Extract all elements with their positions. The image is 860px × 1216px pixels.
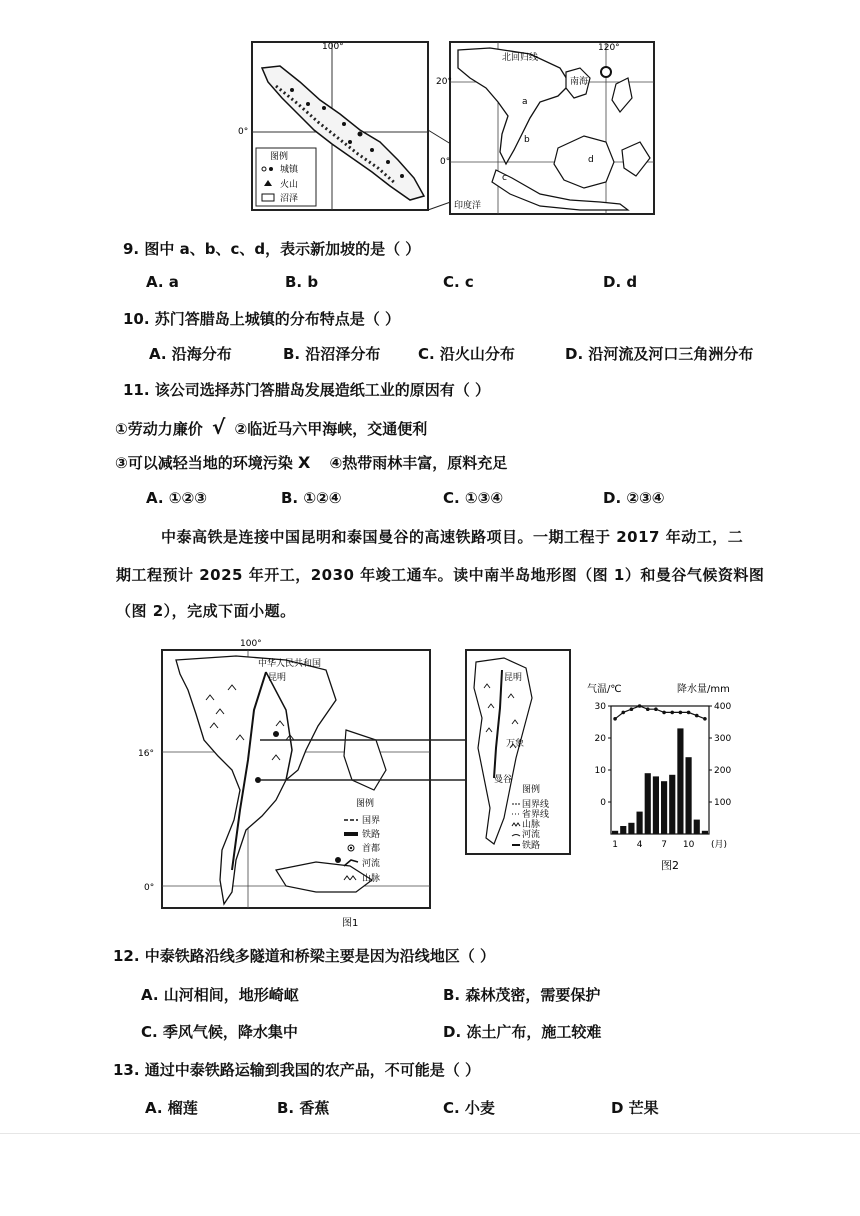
lat20-label: 20° [436,77,452,87]
x-tick-label: 10 [682,840,695,850]
fig1-legend-border: 国界 [362,816,381,826]
fig1-legend-title: 图例 [356,799,375,809]
cross-mark-icon: X [297,453,311,472]
q10-option-d[interactable]: D. 沿河流及河口三角洲分布 [565,345,754,363]
precip-bar [661,781,667,834]
fig1-legend-river: 河流 [362,859,381,869]
inset-legend-province: 省界线 [522,810,550,820]
precip-bar [686,757,692,834]
q12-option-a[interactable]: A. 山河相间，地形崎岖 [141,986,299,1004]
q13-option-b[interactable]: B. 香蕉 [277,1099,330,1117]
temperature-point [613,717,617,721]
temperature-point [687,711,691,715]
page-divider [0,1133,860,1134]
check-mark-icon: √ [211,415,226,439]
q12-stem: 12. 中泰铁路沿线多隧道和桥梁主要是因为沿线地区（ ） [113,947,496,965]
chart-ylabel-right: 降水量/mm [677,684,730,695]
right-tick-label: 100 [714,798,732,808]
temperature-line [615,706,705,719]
temperature-point [630,707,634,711]
label-a: a [522,97,528,107]
left-tick-label: 30 [594,702,606,712]
temperature-point [646,707,650,711]
precip-bar [702,831,708,834]
chart-plot-frame [611,706,709,834]
capital-icon [335,857,341,863]
fig1-lon-label: 100° [240,639,262,649]
legend-swamp-label: 沼泽 [280,194,299,204]
q13-option-d[interactable]: D 芒果 [611,1099,659,1117]
right-tick-label: 300 [714,734,732,744]
q10-option-c[interactable]: C. 沿火山分布 [418,345,515,363]
q11-statements-row2 [115,452,507,473]
q11-option-a[interactable]: A. ①②③ [146,489,207,507]
precip-bar [612,831,618,834]
lat0-label: 0° [440,157,451,167]
temperature-point [621,711,625,715]
left-tick-label: 10 [594,766,606,776]
q9-option-d[interactable]: D. d [603,273,638,291]
precip-bar [694,820,700,834]
precip-bar [653,776,659,834]
fig1-legend-railway: 铁路 [362,830,381,840]
precip-bar [645,773,651,834]
chart-ylabel-left: 气温/℃ [587,684,622,695]
intro-line-1: 中泰高铁是连接中国昆明和泰国曼谷的高速铁路项目。一期工程于 2017 年动工，二 [161,528,744,546]
q11-option-b[interactable]: B. ①②④ [281,489,342,507]
q10-stem: 10. 苏门答腊岛上城镇的分布特点是（ ） [123,310,401,328]
fig1-country-label: 中华人民共和国 [258,659,322,669]
q9-option-b[interactable]: B. b [285,273,319,291]
precip-bar [637,812,643,834]
q11-statements-row1 [115,415,427,439]
inset-legend-railway: 铁路 [522,841,541,851]
q10-option-b[interactable]: B. 沿沼泽分布 [283,345,381,363]
lat-label: 0° [238,127,249,137]
q11-stem: 11. 该公司选择苏门答腊岛发展造纸工业的原因有（ ） [123,381,491,399]
fig1-lat16-label: 16° [138,749,154,759]
q9-stem: 9. 图中 a、b、c、d，表示新加坡的是（ ） [123,240,421,258]
inset-legend-border: 国界线 [522,800,550,810]
fig1-caption: 图1 [342,918,359,929]
lon-label-120: 120° [598,43,620,53]
legend-town-label: 城镇 [280,165,299,175]
q12-option-c[interactable]: C. 季风气候，降水集中 [141,1023,298,1041]
chart-caption: 图2 [661,859,679,872]
right-tick-label: 200 [714,766,732,776]
q9-option-c[interactable]: C. c [443,273,474,291]
label-b: b [524,135,530,145]
q11-item-1: ①劳动力廉价 [115,420,203,438]
sea-label: 南海 [570,77,589,87]
intro-line-2: 期工程预计 2025 年开工，2030 年竣工通车。读中南半岛地形图（图 1）和曼谷气候资料图 [116,566,765,584]
left-tick-label: 20 [594,734,606,744]
q11-option-d[interactable]: D. ②③④ [603,489,665,507]
climate-chart [585,682,745,876]
fig1-kunming-label: 昆明 [268,673,287,683]
q11-item-3: ③可以减轻当地的环境污染 [115,454,293,472]
q13-stem: 13. 通过中泰铁路运输到我国的农产品，不可能是（ ） [113,1061,481,1079]
precip-bar [628,823,634,834]
fig1-legend-mountain: 山脉 [362,874,381,884]
legend-volcano-label: 火山 [280,180,299,190]
q11-option-c[interactable]: C. ①③④ [443,489,504,507]
temperature-point [679,711,683,715]
q13-option-c[interactable]: C. 小麦 [443,1099,495,1117]
temperature-point [654,707,658,711]
q12-option-b[interactable]: B. 森林茂密，需要保护 [443,986,601,1004]
q12-option-d[interactable]: D. 冻土广布，施工较难 [443,1023,602,1041]
inset-vientiane-label: 万象 [506,739,525,749]
inset-legend-river: 河流 [522,830,541,840]
lon-label: 100° [322,42,344,52]
precip-bar [669,775,675,834]
q11-item-2: ②临近马六甲海峡，交通便利 [234,420,428,438]
x-tick-label: 1 [612,840,618,850]
legend-title: 图例 [270,152,289,162]
left-tick-label: 0 [600,798,606,808]
precip-bar [620,826,626,834]
label-d: d [588,155,594,165]
inset-bangkok-label: 曼谷 [494,775,513,785]
temperature-point [703,717,707,721]
fig1-lat0-label: 0° [144,883,155,893]
x-tick-label: 7 [661,840,667,850]
q13-option-a[interactable]: A. 榴莲 [145,1099,198,1117]
inset-legend-title: 图例 [522,785,541,795]
temperature-point [695,714,699,718]
connector-lines [260,730,470,790]
temperature-point [638,704,642,708]
q11-item-4: ④热带雨林丰富，原料充足 [329,454,508,472]
q9-option-a[interactable]: A. a [146,273,179,291]
temperature-point [662,711,666,715]
sumatra-map [240,38,660,218]
precip-bar [677,728,683,834]
intro-line-3: （图 2），完成下面小题。 [116,602,296,620]
inset-legend-mountain: 山脉 [522,820,541,830]
fig1-legend-capital: 首都 [362,844,381,854]
figure1-inset-map [464,648,574,858]
q10-option-a[interactable]: A. 沿海分布 [149,345,232,363]
temperature-point [670,711,674,715]
ocean-label: 印度洋 [454,201,482,211]
label-c: c [502,173,507,183]
x-tick-label: 4 [636,840,643,850]
x-tick-label: (月) [711,840,728,850]
tropic-label: 北回归线 [502,53,539,63]
inset-kunming-label: 昆明 [504,673,523,683]
right-tick-label: 400 [714,702,732,712]
